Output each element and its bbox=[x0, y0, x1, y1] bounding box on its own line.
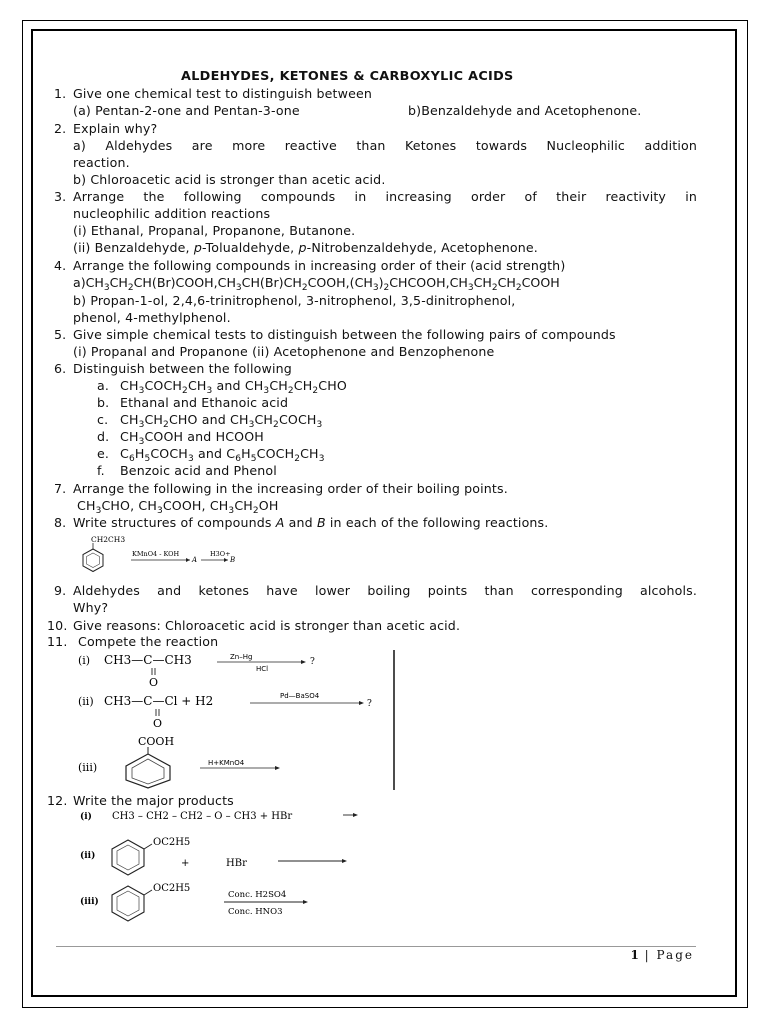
page-footer bbox=[630, 948, 694, 962]
q12-r1-equation: CH3 – CH2 – CH2 – O – CH3 + HBr bbox=[112, 811, 293, 822]
q6-item: Benzoic acid and Phenol bbox=[120, 463, 277, 478]
q12-r2-reagent: HBr bbox=[226, 858, 247, 869]
q11-r2-oxygen: O bbox=[153, 717, 163, 730]
q4-text: Arrange the following compounds in increasing order of their (acid strength) bbox=[73, 258, 566, 273]
q12-number: 12. bbox=[47, 793, 68, 808]
footer-divider bbox=[56, 946, 696, 947]
q11-r2-label: (ii) bbox=[78, 695, 94, 708]
q9-line1: Aldehydes and ketones have lower boiling points than corresponding alcohols. bbox=[73, 583, 697, 598]
q11-r3-label: (iii) bbox=[78, 761, 98, 774]
q7-text: Arrange the following in the increasing order of their boiling points. bbox=[73, 481, 508, 496]
q2-part-a-line2: reaction. bbox=[73, 155, 130, 170]
q6-item-label: f. bbox=[97, 463, 105, 478]
q6-item: $CH_3COCH_2CH_3$ and $CH_3CH_2CH_2CHO$ bbox=[120, 378, 347, 396]
q12-r2-plus: + bbox=[181, 858, 190, 869]
q1-number: 1. bbox=[54, 86, 67, 101]
q6-item: $CH_3CH_2CHO$ and $CH_3CH_2COCH_3$ bbox=[120, 412, 323, 430]
q3-part-i: (i) Ethanal, Propanal, Propanone, Butanone. bbox=[73, 223, 356, 238]
q8-text: Write structures of compounds A and B in each of the following reactions. bbox=[73, 515, 549, 530]
q4-part-a: $a)CH_3CH_2CH(Br)COOH,CH_3CH(Br)CH_2COOH,(CH_3)_2CHCOOH,CH_3CH_2CH_2COOH$ bbox=[73, 275, 560, 293]
q11-r1-label: (i) bbox=[78, 654, 91, 667]
page-word: Page bbox=[656, 948, 694, 962]
q12-r3-reagent-bottom: Conc. HNO3 bbox=[228, 907, 283, 917]
q4-number: 4. bbox=[54, 258, 67, 273]
q5-text: Give simple chemical tests to distinguish between the following pairs of compounds bbox=[73, 327, 616, 342]
q4-part-b-line1: b) Propan-1-ol, 2,4,6-trinitrophenol, 3-nitrophenol, 3,5-dinitrophenol, bbox=[73, 293, 516, 308]
q11-number: 11. bbox=[47, 634, 68, 649]
q12-r2-label: (ii) bbox=[80, 851, 96, 861]
page-title: ALDEHYDES, KETONES & CARBOXYLIC ACIDS bbox=[181, 69, 514, 84]
q5-number: 5. bbox=[54, 327, 67, 342]
q8-product-b: B bbox=[230, 556, 236, 564]
q12-r2-group: OC2H5 bbox=[153, 837, 191, 848]
q9-line2: Why? bbox=[73, 600, 109, 615]
q10-text: Give reasons: Chloroacetic acid is stronger than acetic acid. bbox=[73, 618, 461, 633]
q10-number: 10. bbox=[47, 618, 68, 633]
q11-r1-formula: CH3—C—CH3 bbox=[104, 653, 192, 667]
q6-item-label: a. bbox=[97, 378, 110, 393]
q11-r1-question: ? bbox=[310, 657, 315, 667]
q8-reagent1: KMnO4 - KOH bbox=[132, 550, 180, 558]
q12-r3-group: OC2H5 bbox=[153, 883, 191, 894]
q11-r1-oxygen: O bbox=[149, 676, 159, 689]
q5-sub: (i) Propanal and Propanone (ii) Acetophenone and Benzophenone bbox=[73, 344, 495, 359]
q3-line1: Arrange the following compounds in increasing order of their reactivity in bbox=[73, 189, 697, 204]
q6-item-label: c. bbox=[97, 412, 109, 427]
q8-product-a: A bbox=[192, 556, 198, 564]
q3-number: 3. bbox=[54, 189, 67, 204]
q11-r2-formula: CH3—C—Cl + H2 bbox=[104, 694, 214, 708]
q12-r3-label: (iii) bbox=[80, 897, 99, 907]
q11-r1-reagent-bottom: HCl bbox=[256, 665, 269, 673]
q12-text: Write the major products bbox=[73, 793, 234, 808]
q11-r3-group: COOH bbox=[138, 735, 175, 748]
q6-text: Distinguish between the following bbox=[73, 361, 292, 376]
q12-reactions-figure bbox=[72, 806, 392, 932]
benzene-ring-icon bbox=[83, 549, 103, 572]
q8-substituent: CH2CH3 bbox=[91, 535, 126, 544]
q8-number: 8. bbox=[54, 515, 67, 530]
q3-part-ii: (ii) Benzaldehyde, p-Tolualdehyde, p-Nitrobenzaldehyde, Acetophenone. bbox=[73, 240, 538, 255]
q2-number: 2. bbox=[54, 121, 67, 136]
q6-item: Ethanal and Ethanoic acid bbox=[120, 395, 289, 410]
q6-number: 6. bbox=[54, 361, 67, 376]
q11-r3-reagent: H+KMnO4 bbox=[208, 759, 245, 767]
q8-reagent2: H3O+ bbox=[210, 550, 231, 558]
q3-line2: nucleophilic addition reactions bbox=[73, 206, 271, 221]
q7-sub: $CH_3CHO$, $CH_3COOH$, $CH_3CH_2OH$ bbox=[77, 498, 279, 516]
q11-r1-reagent-top: Zn–Hg bbox=[230, 653, 253, 661]
q11-reactions-figure bbox=[72, 648, 398, 790]
q6-item-label: d. bbox=[97, 429, 110, 444]
q11-text: Compete the reaction bbox=[78, 634, 219, 649]
q2-text: Explain why? bbox=[73, 121, 158, 136]
q1-option-a: (a) Pentan-2-one and Pentan-3-one bbox=[73, 103, 300, 118]
q6-item-label: e. bbox=[97, 446, 110, 461]
q6-item: $CH_3COOH$ and HCOOH bbox=[120, 429, 264, 447]
q11-r2-question: ? bbox=[367, 699, 372, 709]
q8-reaction-figure bbox=[75, 533, 275, 581]
q2-part-a-line1: a) Aldehydes are more reactive than Ketones towards Nucleophilic addition bbox=[73, 138, 697, 153]
q6-item-label: b. bbox=[97, 395, 110, 410]
q4-part-b-line2: phenol, 4-methylphenol. bbox=[73, 310, 231, 325]
q11-r2-reagent: Pd—BaSO4 bbox=[280, 692, 320, 700]
page-number: 1 bbox=[630, 948, 639, 962]
q12-r1-label: (i) bbox=[80, 812, 92, 822]
q9-number: 9. bbox=[54, 583, 67, 598]
page-separator: | bbox=[644, 948, 651, 962]
q7-number: 7. bbox=[54, 481, 67, 496]
q1-text: Give one chemical test to distinguish between bbox=[73, 86, 373, 101]
q1-option-b: b)Benzaldehyde and Acetophenone. bbox=[408, 103, 642, 118]
q2-part-b: b) Chloroacetic acid is stronger than acetic acid. bbox=[73, 172, 386, 187]
q6-item: $C_6H_5COCH_3$ and $C_6H_5COCH_2CH_3$ bbox=[120, 446, 325, 464]
q12-r3-reagent-top: Conc. H2SO4 bbox=[228, 890, 287, 900]
